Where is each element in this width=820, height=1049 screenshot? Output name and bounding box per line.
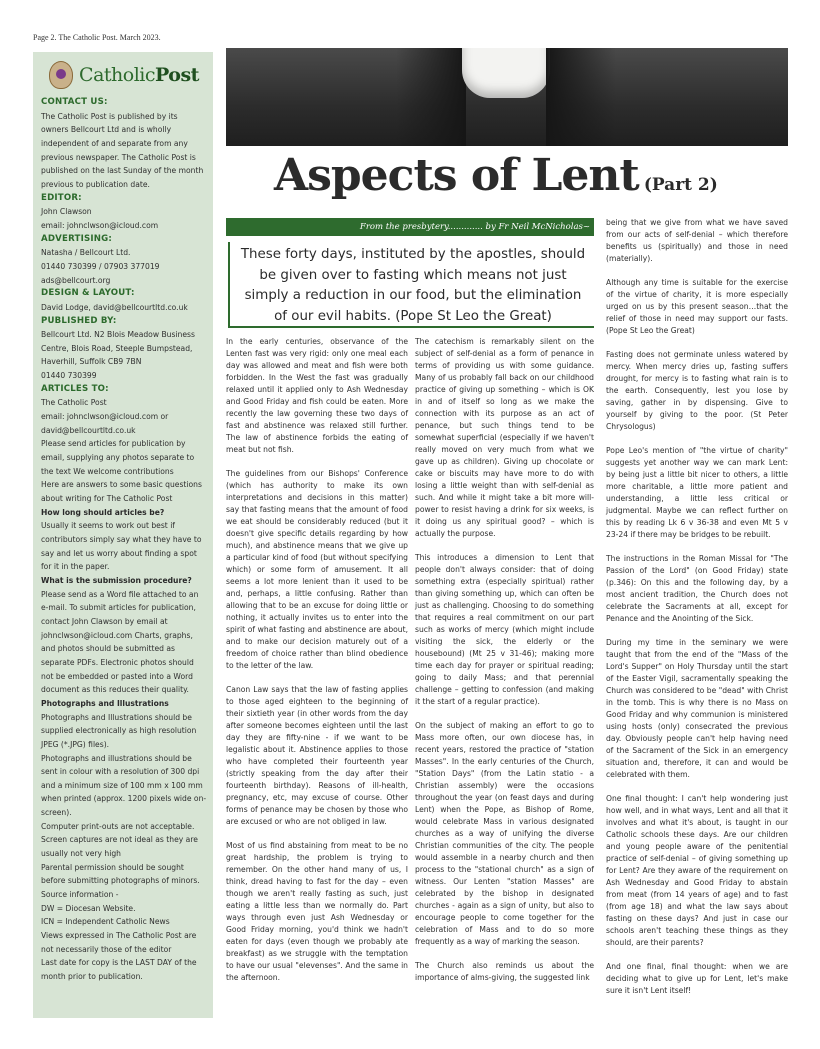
logo-prefix: Catholic bbox=[79, 64, 156, 86]
logo-suffix: Post bbox=[155, 64, 199, 86]
sidebar-text: DW = Diocesan Website. bbox=[41, 903, 136, 913]
sidebar-text: How long should articles be? bbox=[41, 507, 165, 517]
sidebar-heading: EDITOR: bbox=[41, 192, 82, 203]
sidebar-text: Here are answers to some basic questions about writing for The Catholic Post bbox=[41, 480, 202, 504]
article-paragraph: And one final, final thought: when we are deciding what to give up for Lent, let's make sure it isn't Lent itself! bbox=[606, 962, 788, 995]
sidebar-text: Computer print-outs are not acceptable. Screen captures are not ideal as they are usually not very high bbox=[41, 821, 198, 859]
sidebar-text: The Catholic Post bbox=[41, 398, 107, 408]
sidebar-heading: ADVERTISING: bbox=[41, 233, 113, 244]
article-paragraph: Pope Leo's mention of "the virtue of charity" suggests yet another way we can mark Lent: by being just a little bit nicer to others, a little more charitable, a little more patient and understanding, a little less critical or judgmental. Maybe we can reflect further on this by reading Lk 6 v 36-38 and even Mt 5 v 23-24 if there may be bridges to be rebuilt. bbox=[606, 446, 788, 539]
sidebar-body bbox=[41, 96, 207, 984]
sidebar-heading: CONTACT US: bbox=[41, 97, 108, 107]
sidebar-heading: PUBLISHED BY: bbox=[41, 315, 117, 326]
sidebar-text: John Clawson bbox=[41, 207, 92, 217]
sidebar-text: Bellcourt Ltd. N2 Blois Meadow Business Centre, Blois Road, Steeple Bumpstead, Haverhill, Suffolk CB9 7BN bbox=[41, 330, 195, 367]
article-byline: From the presbytery............. by Fr Neil McNicholas~ bbox=[226, 218, 594, 236]
clerical-collar-photo bbox=[226, 48, 788, 146]
sidebar-contact-panel bbox=[33, 52, 213, 1018]
sidebar-heading: DESIGN & LAYOUT: bbox=[41, 288, 135, 299]
sidebar-text: Please send articles for publication by email, supplying any photos separate to the text We welcome contributions bbox=[41, 439, 195, 476]
article-paragraph: In the early centuries, observance of the Lenten fast was very rigid: only one meal each day was allowed and meat and fish were both forbidden. In the West the fast was gradually relaxed until it applied only to Ash Wednesday and Good Friday and fish could be eaten. More recently the law governing these two days of fast and abstinence was relaxed still further. The law of abstinence forbids the eating of meat but not fish. bbox=[226, 337, 408, 454]
sidebar-text: Photographs and illustrations should be sent in colour with a resolution of 300 dpi and a minimum size of 100 mm x 100 mm when printed (approx. 1200 pixels wide on-screen). bbox=[41, 753, 207, 818]
pull-quote: These forty days, instituted by the apostles, should be given over to fasting which means not just simply a reduction in our food, but the elimination of our evil habits. (Pope St Leo the Great) bbox=[228, 242, 594, 328]
article-paragraph: Fasting does not germinate unless watered by mercy. When mercy dries up, fasting suffers drought, for mercy is to fasting what rain is to the earth. Consequently, lest you lose by saving, gather in by dispensing. Give to yourself by giving to the poor. (St Peter Chrysologus) bbox=[606, 350, 788, 431]
sidebar-text: David Lodge, david@bellcourtltd.co.uk bbox=[41, 302, 188, 312]
article-paragraph: The guidelines from our Bishops' Conference (which has authority to make its own interpretations and decisions in this matter) say that fasting means that the amount of food we eat should be considerably reduced (but it doesn't give specific details regarding by how much), and abstinence means that we give up a particular kind of food (but without specifying which) or some form of amusement. It all seems a lot more lenient than it used to be and, perhaps, a little confusing. Rather than allowing that to be an excuse for doing little or nothing, it actually invites us to enter into the spirit of what fasting and abstinence are about, and to make our decision maturely out of a freedom of choice rather than blind obedience to the letter of the law. bbox=[226, 469, 408, 670]
page-header: Page 2. The Catholic Post. March 2023. bbox=[33, 33, 161, 42]
article-paragraph: Most of us find abstaining from meat to be no great hardship, the problem is trying to remember. On the other hand many of us, I think, dread having to fast for the day – even though we aren't really fasting as such, just eating a little less than we normally do. Part ways through even just Ash Wednesday or Good Friday morning, you'd think we hadn't eaten for days (even though we probably ate breakfast) as we struggle with the temptation to have our usual "elevenses". And the same in the afternoon. bbox=[226, 841, 408, 982]
sidebar-text: What is the submission procedure? bbox=[41, 575, 192, 585]
article-paragraph: being that we give from what we have saved from our acts of self-denial – which therefore benefits us (spiritually) and those in need (materially). bbox=[606, 218, 788, 263]
sidebar-text: Photographs and Illustrations bbox=[41, 698, 169, 708]
article-paragraph: One final thought: I can't help wondering just how well, and in what ways, Lent and all that it involves and what it's about, is taught in our Catholic schools these days. Are our children and young people aware of the penitential practice of self-denial – of giving something up for Lent? Are they aware of the requirement on Ash Wednesday and Good Friday to abstain from meat (from 14 years of age) and to fast (from age 18) and what the law says about fasting on these days? And just in case our schools aren't teaching these things as they should, are their parents? bbox=[606, 794, 788, 947]
title-part: (Part 2) bbox=[643, 175, 718, 195]
sidebar-text: Parental permission should be sought before submitting photographs of minors. bbox=[41, 862, 200, 886]
crest-icon bbox=[49, 61, 73, 89]
article-paragraph: On the subject of making an effort to go to Mass more often, our own diocese has, in recent years, restored the practice of "station Masses". In the early centuries of the Church, "Station Days" (from the Latin statio - a Christian assembly) were the occasions throughout the year (on feast days and during Lent) when the Pope, as Bishop of Rome, would celebrate Mass in various designated churches as a way of unifying the diverse Christian communities of the city. The people would assemble in a nearby church and then process to the "stational church" as a sign of witness. Our Lenten "station Masses" are celebrated by the bishop in designated churches - again as a sign of unity, but also to encourage people to come together for the celebration of Mass and to do so more frequently as a way of marking the season. bbox=[415, 721, 594, 946]
sidebar-text: Natasha / Bellcourt Ltd. bbox=[41, 248, 131, 258]
title-main: Aspects of Lent bbox=[274, 150, 639, 201]
article-paragraph: The catechism is remarkably silent on the subject of self-denial as a form of penance in terms of providing us with some guidance. Many of us probably fall back on our childhood practice of giving up something – which is OK in and of itself so long as we make the connection with its purpose as an act of penance, but such things tend to be somewhat superficial (especially if we haven't really moved on very much from what we gave up as children). Giving up chocolate or cake or biscuits may have more to do with losing a little weight than with self-denial as such. And while it might take a bit more will-power to resist having a drink for six weeks, is it doing us any spiritual good? – which is actually the purpose. bbox=[415, 337, 594, 538]
sidebar-text: Please send as a Word file attached to an e-mail. To submit articles for publication, contact John Clawson by email at johnclwson@icloud.com Charts, graphs, and photos should be submitted as separate PDFs. Electronic photos should not be embedded or pasted into a Word document as this reduces their quality. bbox=[41, 589, 199, 695]
sidebar-text: ICN = Independent Catholic News bbox=[41, 917, 170, 927]
article-paragraph: The instructions in the Roman Missal for "The Passion of the Lord" (on Good Friday) state (p.346): On this and the following day, by a most ancient tradition, the Church does not celebrate the Sacraments at all, except for Penance and the Anointing of the Sick. bbox=[606, 554, 788, 623]
sidebar-text: Usually it seems to work out best if contributors simply say what they have to say and let us worry about finding a spot for it in the paper. bbox=[41, 521, 202, 572]
sidebar-text: ads@bellcourt.org bbox=[41, 275, 111, 285]
article-paragraph: Although any time is suitable for the exercise of the virtue of charity, it is more especially urged on us by this present season…that the relief of those in need may support our fasts. (Pope St Leo the Great) bbox=[606, 278, 788, 335]
sidebar-text: email: johnclwson@icloud.com bbox=[41, 220, 159, 230]
sidebar-text: The Catholic Post is published by its owners Bellcourt Ltd and is wholly independent of and separate from any previous newspaper. The Catholic Post is published on the last Sunday of the month previous to publication date. bbox=[41, 111, 204, 189]
article-paragraph: The Church also reminds us about the importance of alms-giving, the suggested link bbox=[415, 961, 594, 982]
sidebar-text: Photographs and Illustrations should be supplied electronically as high resolution JPEG (*.JPG) files). bbox=[41, 712, 197, 749]
sidebar-text: Source information - bbox=[41, 890, 119, 900]
sidebar-text: Last date for copy is the LAST DAY of the month prior to publication. bbox=[41, 958, 197, 981]
catholic-post-logo bbox=[41, 56, 207, 94]
article-paragraph: During my time in the seminary we were taught that from the end of the "Mass of the Lord's Supper" on Holy Thursday until the start of the Easter Vigil, sacramentally speaking the Church was considered to be "dead" with Christ in the tomb. This is why there is no Mass on Good Friday and why communion is ministered using hosts (only) consecrated the previous day. Obviously people can't help having need of the Sacrament of the Sick in an emergency situation and, therefore, it can and would be celebrated with them. bbox=[606, 638, 788, 779]
sidebar-text: 01440 730399 bbox=[41, 371, 97, 381]
sidebar-text: Views expressed in The Catholic Post are not necessarily those of the editor bbox=[41, 931, 197, 954]
article-column-3 bbox=[606, 217, 788, 1009]
article-column-2 bbox=[415, 336, 594, 996]
sidebar-heading: ARTICLES TO: bbox=[41, 383, 109, 394]
article-paragraph: Canon Law says that the law of fasting applies to those aged eighteen to the beginning of their sixtieth year (in other words from the day after someone becomes eighteen until the last day they are fifty-nine - if we want to be legalistic about it. Abstinence applies to those who have completed their fourteenth year (strictly speaking from the day after their fourteenth birthday). Reasons of ill-health, pregnancy, etc, may excuse of course. Other forms of penance may be chosen by those who are excused or who are not obliged in law. bbox=[226, 685, 408, 826]
article-column-1 bbox=[226, 336, 408, 996]
article-title bbox=[274, 150, 794, 201]
sidebar-text: 01440 730399 / 07903 377019 bbox=[41, 261, 160, 271]
article-paragraph: This introduces a dimension to Lent that people don't always consider: that of doing something extra (especially spiritual) rather than giving something up, which can often be just as challenging. Choosing to do something that requires a real commitment on our part such as works of mercy (which might include visiting the sick, the elderly or the housebound) (Mt 25 v 31-46); making more time each day for prayer or spiritual reading; going to daily Mass; and that perennial challenge – getting to confession (and making it the start of a regular practice). bbox=[415, 553, 594, 706]
sidebar-text: email: johnclwson@icloud.com or david@bellcourtltd.co.uk bbox=[41, 412, 169, 435]
